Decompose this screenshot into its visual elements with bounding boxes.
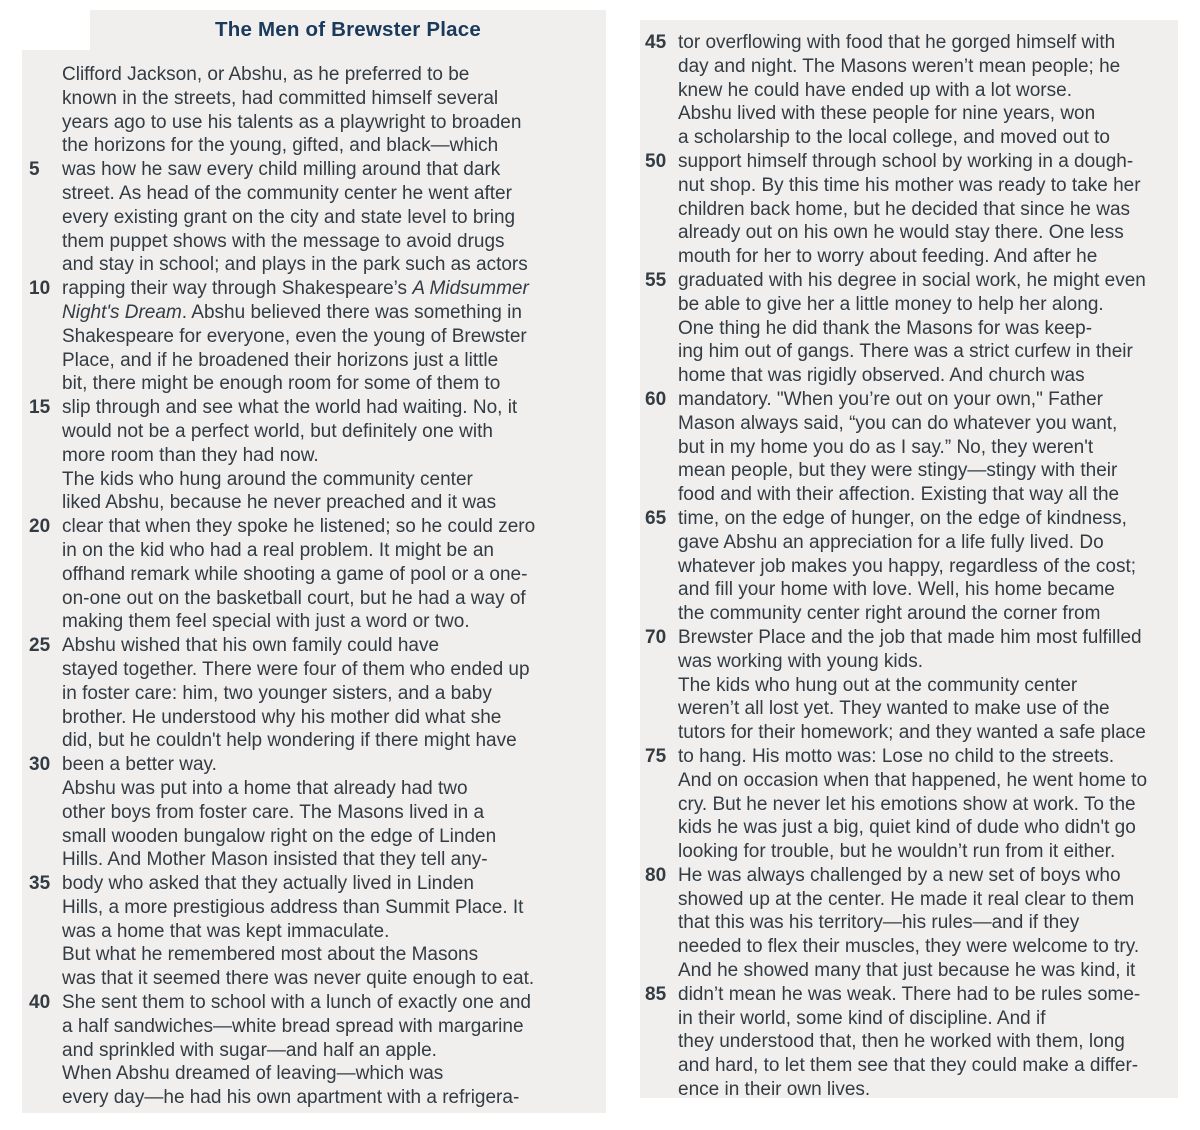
passage-line [22,967,606,991]
line-text: body who asked that they actually lived in Linden [62,873,474,895]
line-text: didn’t mean he was weak. There had to be rules some- [678,983,1141,1005]
line-text: rapping their way through Shakespeare’s A Midsummer [62,278,529,300]
line-text: One thing he did thank the Masons for was keep- [678,317,1093,339]
line-text: food and with their affection. Existing that way all the [678,484,1120,506]
passage-line [22,539,606,563]
passage-line [22,63,606,87]
passage-line [22,301,606,325]
passage-line [640,983,1178,1007]
line-text: and sprinkled with sugar—and half an apple. [62,1039,437,1061]
line-text: other boys from foster care. The Masons lived in a [62,801,485,823]
line-number: 40 [29,992,51,1014]
line-text: kids he was just a big, quiet kind of dude who didn't go [678,817,1136,839]
passage-line [640,1007,1178,1031]
passage-line [640,55,1178,79]
line-text: weren’t all lost yet. They wanted to make use of the [678,698,1110,720]
passage-line [22,420,606,444]
passage-line [640,150,1178,174]
line-text: day and night. The Masons weren’t mean people; he [678,55,1121,77]
passage-line [640,769,1178,793]
passage-line [22,396,606,420]
line-text: that this was his territory—his rules—and if they [678,912,1080,934]
line-number: 35 [29,873,51,895]
line-text: Abshu wished that his own family could have [62,635,440,657]
passage-line [640,888,1178,912]
line-text: When Abshu dreamed of leaving—which was [62,1063,444,1085]
passage-line [640,31,1178,55]
line-text: and stay in school; and plays in the park such as actors [62,254,528,276]
line-text: Place, and if he broadened their horizons just a little [62,349,499,371]
line-text: was how he saw every child milling around that dark [62,159,501,181]
line-text: more room than they had now. [62,444,319,466]
line-text: in on the kid who had a real problem. It might be an [62,539,494,561]
passage-line [640,697,1178,721]
passage-line [640,578,1178,602]
passage-line [22,111,606,135]
line-number: 60 [645,388,667,410]
passage-line [640,412,1178,436]
right-column [640,20,1178,1101]
line-text: Hills, a more prestigious address than Summit Place. It [62,896,524,918]
line-text: known in the streets, had committed himself several [62,87,499,109]
line-text: And he showed many that just because he was kind, it [678,960,1136,982]
line-text: offhand remark while shooting a game of pool or a one- [62,563,528,585]
line-text: home that was rigidly observed. And church was [678,365,1085,387]
passage-line [640,674,1178,698]
line-number: 65 [645,507,667,529]
line-text: ing him out of gangs. There was a strict curfew in their [678,341,1133,363]
passage-line [640,364,1178,388]
passage-line [640,483,1178,507]
line-text: bit, there might be enough room for some of them to [62,373,501,395]
line-text: whatever job makes you happy, regardless of the cost; [678,555,1137,577]
passage-line [22,253,606,277]
line-text: Clifford Jackson, or Abshu, as he preferred to be [62,64,470,85]
line-number: 70 [645,626,667,648]
passage-line [22,563,606,587]
line-text: in their world, some kind of discipline. And if [678,1007,1046,1029]
passage-line [640,79,1178,103]
passage-line [640,174,1178,198]
passage-line [22,134,606,158]
line-text: The kids who hung around the community center [62,468,473,490]
line-number: 85 [645,983,667,1005]
line-text: on-one out on the basketball court, but he had a way of [62,587,526,609]
line-text: stayed together. There were four of them who ended up [62,658,530,680]
passage-line [640,126,1178,150]
line-number: 55 [645,269,667,291]
passage-line [640,1054,1178,1078]
line-number: 45 [645,32,667,53]
line-number: 50 [645,150,667,172]
passage-line [22,515,606,539]
passage-line [640,935,1178,959]
left-column [22,50,606,1113]
passage-line [640,507,1178,531]
line-text: needed to flex their muscles, they were welcome to try. [678,936,1140,958]
line-text: Brewster Place and the job that made him most fulfilled [678,626,1142,648]
line-text: graduated with his degree in social work, he might even [678,269,1146,291]
line-text: to hang. His motto was: Lose no child to the streets. [678,745,1115,767]
line-text: street. As head of the community center he went after [62,182,512,204]
line-text: The kids who hung out at the community center [678,674,1078,696]
line-number: 80 [645,864,667,886]
passage-line [22,872,606,896]
line-number: 25 [29,635,51,657]
passage-line [22,182,606,206]
passage-line [640,602,1178,626]
line-number: 75 [645,745,667,767]
line-text: they understood that, then he worked with them, long [678,1031,1125,1053]
passage-line [640,864,1178,888]
line-text: children back home, but he decided that since he was [678,198,1131,220]
passage-line [640,840,1178,864]
line-number: 5 [29,159,40,181]
passage-line [640,626,1178,650]
passage-line [22,634,606,658]
line-text: the horizons for the young, gifted, and black—which [62,135,499,157]
line-text: and hard, to let them see that they could make a differ- [678,1055,1139,1077]
line-text: small wooden bungalow right on the edge of Linden [62,825,497,847]
line-text: mean people, but they were stingy—stingy with their [678,460,1118,482]
line-text: tor overflowing with food that he gorged himself with [678,32,1116,53]
line-text: knew he could have ended up with a lot worse. [678,79,1072,101]
passage-line [640,793,1178,817]
line-text: cry. But he never let his emotions show at work. To the [678,793,1136,815]
line-text: already out on his own he would stay there. One less [678,222,1124,244]
passage-line [22,230,606,254]
passage-line [640,340,1178,364]
line-number: 30 [29,754,51,776]
line-text: been a better way. [62,754,217,776]
passage-line [22,943,606,967]
line-text: and fill your home with love. Well, his home became [678,579,1115,601]
passage-line [640,911,1178,935]
passage-line [22,991,606,1015]
passage-line [22,825,606,849]
line-text: did, but he couldn't help wondering if there might have [62,730,517,752]
line-text: clear that when they spoke he listened; so he could zero [62,516,536,538]
line-text: And on occasion when that happened, he went home to [678,769,1148,791]
line-text: Hills. And Mother Mason insisted that they tell any- [62,849,488,871]
line-text: making them feel special with just a word or two. [62,611,470,633]
line-text: was a home that was kept immaculate. [62,920,390,942]
line-text: every day—he had his own apartment with a refrigera- [62,1087,520,1109]
line-text: liked Abshu, because he never preached and it was [62,492,497,514]
passage-line [22,1039,606,1063]
line-text: them puppet shows with the message to avoid drugs [62,230,505,252]
line-text: would not be a perfect world, but definitely one with [62,420,493,442]
line-text: Abshu lived with these people for nine years, won [678,103,1096,125]
line-text: mandatory. "When you’re out on your own," Father [678,388,1104,410]
passage-line [640,221,1178,245]
passage-line [640,745,1178,769]
line-text: slip through and see what the world had waiting. No, it [62,397,518,419]
line-text: brother. He understood why his mother did what she [62,706,502,728]
passage-line [640,317,1178,341]
line-text: support himself through school by working in a dough- [678,150,1134,172]
passage-line [640,459,1178,483]
passage-line [640,959,1178,983]
passage-title: The Men of Brewster Place [90,10,606,50]
passage-line [22,468,606,492]
line-text: was working with young kids. [678,650,923,672]
line-text: ence in their own lives. [678,1079,871,1101]
line-number: 20 [29,516,51,538]
passage-line [22,729,606,753]
passage-line [22,349,606,373]
line-text: She sent them to school with a lunch of exactly one and [62,992,531,1014]
line-number: 15 [29,397,51,419]
passage-line [22,325,606,349]
line-text: years ago to use his talents as a playwright to broaden [62,111,522,133]
line-text: Shakespeare for everyone, even the young of Brewster [62,325,527,347]
passage-line [22,87,606,111]
passage-line [640,721,1178,745]
passage-line [22,658,606,682]
passage-line [22,277,606,301]
passage-line [640,1030,1178,1054]
line-text: tutors for their homework; and they wanted a safe place [678,722,1146,744]
passage-line [640,650,1178,674]
passage-line [22,206,606,230]
passage-line [640,269,1178,293]
passage-line [22,920,606,944]
passage-line [22,1015,606,1039]
line-text: was that it seemed there was never quite enough to eat. [62,968,535,990]
line-text: be able to give her a little money to help her along. [678,293,1104,315]
passage-line [22,801,606,825]
passage-line [640,388,1178,412]
line-text: looking for trouble, but he wouldn’t run from it either. [678,841,1116,863]
passage-line [22,682,606,706]
line-text: every existing grant on the city and state level to bring [62,206,516,228]
line-text: but in my home you do as I say.” No, they weren't [678,436,1094,458]
line-text: nut shop. By this time his mother was ready to take her [678,174,1141,196]
line-text: But what he remembered most about the Masons [62,944,479,966]
line-text: He was always challenged by a new set of boys who [678,864,1121,886]
line-number: 10 [29,278,51,300]
passage-line [22,491,606,515]
line-text: a half sandwiches—white bread spread with margarine [62,1015,524,1037]
passage-line [22,896,606,920]
passage-line [640,245,1178,269]
passage-line [22,587,606,611]
line-text: mouth for her to worry about feeding. And after he [678,246,1098,268]
line-text: in foster care: him, two younger sisters, and a baby [62,682,492,704]
line-text: Abshu was put into a home that already had two [62,777,468,799]
passage-line [640,293,1178,317]
passage-line [22,777,606,801]
passage-line [22,706,606,730]
passage-line [22,610,606,634]
passage-line [22,1086,606,1110]
passage-line [640,436,1178,460]
passage-line [22,1062,606,1086]
line-text: a scholarship to the local college, and moved out to [678,127,1110,149]
passage-line [22,158,606,182]
line-text: gave Abshu an appreciation for a life fully lived. Do [678,531,1104,553]
passage-line [640,1078,1178,1102]
passage-line [640,531,1178,555]
line-text: showed up at the center. He made it real clear to them [678,888,1135,910]
passage-line [22,372,606,396]
line-text: Mason always said, “you can do whatever you want, [678,412,1118,434]
passage-line [22,848,606,872]
passage-line [640,555,1178,579]
passage-line [22,753,606,777]
line-text: Night's Dream. Abshu believed there was something in [62,301,522,323]
line-text: time, on the edge of hunger, on the edge of kindness, [678,507,1127,529]
passage-line [640,198,1178,222]
line-text: the community center right around the corner from [678,603,1101,625]
passage-line [640,102,1178,126]
passage-line [640,816,1178,840]
passage-line [22,444,606,468]
